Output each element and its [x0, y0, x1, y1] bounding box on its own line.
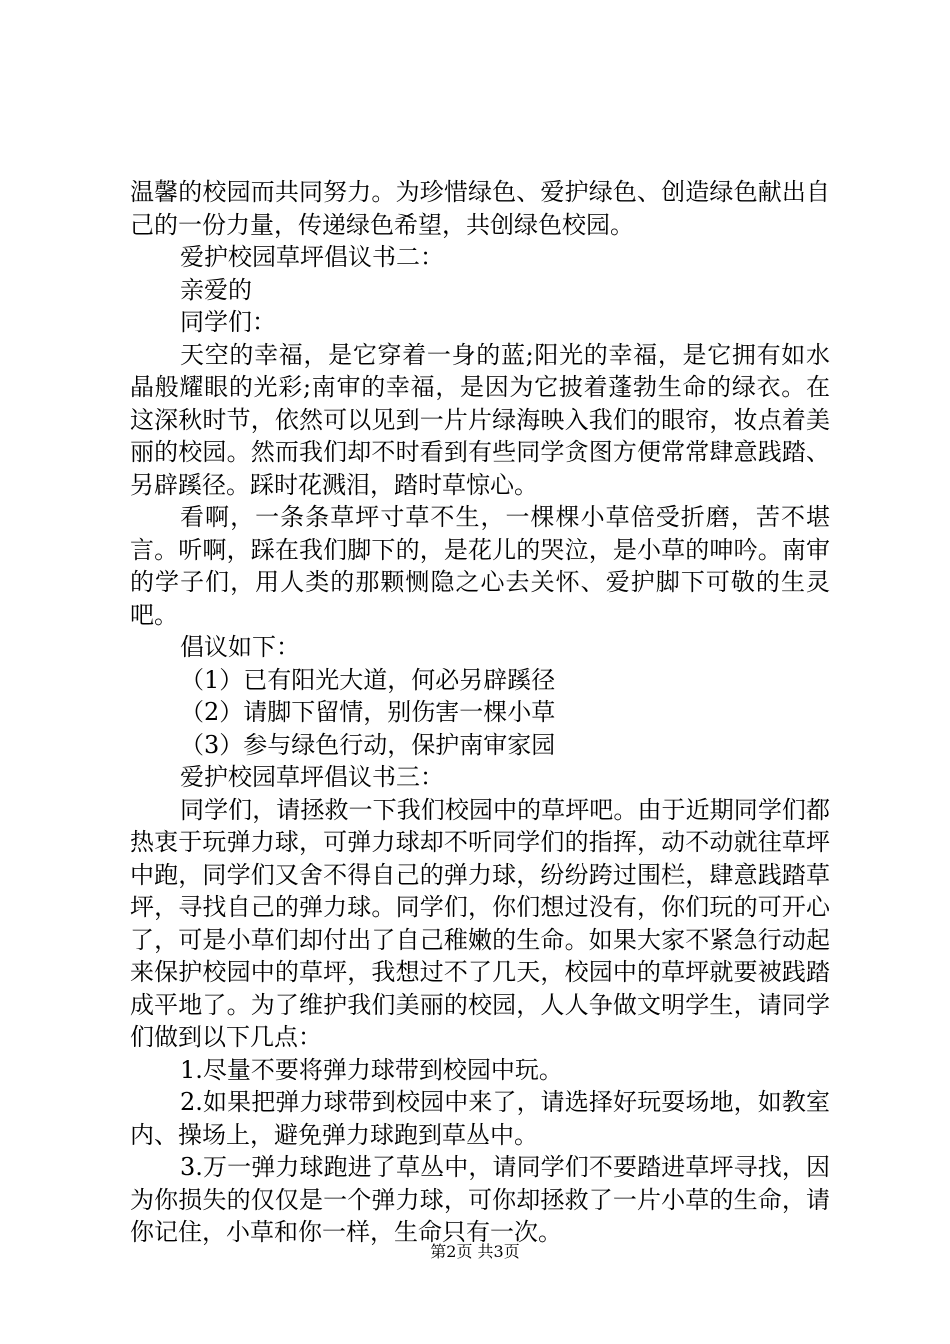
- paragraph: 看啊，一条条草坪寸草不生，一棵棵小草倍受折磨，苦不堪言。听啊，踩在我们脚下的，是花儿的哭泣，是小草的呻吟。南审的学子们，用人类的那颗恻隐之心去关怀、爱护脚下可敬的生灵吧。: [130, 503, 830, 629]
- list-item: 1.尽量不要将弹力球带到校园中玩。: [180, 1055, 563, 1084]
- section-heading: 爱护校园草坪倡议书二：: [180, 243, 444, 271]
- page-number-footer: 第2页 共3页: [430, 1242, 520, 1261]
- list-item: （2）请脚下留情，别伤害一棵小草: [180, 698, 556, 726]
- list-item: （1）已有阳光大道，何必另辟蹊径: [180, 665, 556, 694]
- salutation-line: 同学们：: [180, 308, 276, 336]
- paragraph: 天空的幸福，是它穿着一身的蓝;阳光的幸福，是它拥有如水晶般耀眼的光彩;南审的幸福，是因为它披着蓬勃生命的绿衣。在这深秋时节，依然可以见到一片片绿海映入我们的眼帘，妆点着美丽的校园。然而我们却不时看到有些同学贪图方便常常肆意践踏、另辟蹊径。踩时花溅泪，踏时草惊心。: [130, 340, 830, 499]
- list-item: 3.万一弹力球跑进了草丛中，请同学们不要踏进草坪寻找，因为你损失的仅仅是一个弹力球，可你却拯救了一片小草的生命，请你记住，小草和你一样，生命只有一次。: [130, 1153, 830, 1246]
- paragraph: 温馨的校园而共同努力。为珍惜绿色、爱护绿色、创造绿色献出自己的一份力量，传递绿色希望，共创绿色校园。: [130, 178, 830, 239]
- paragraph: 倡议如下：: [180, 633, 300, 661]
- paragraph: 同学们，请拯救一下我们校园中的草坪吧。由于近期同学们都热衷于玩弹力球，可弹力球却不听同学们的指挥，动不动就往草坪中跑，同学们又舍不得自己的弹力球，纷纷跨过围栏，肆意践踏草坪，寻找自己的弹力球。同学们，你们想过没有，你们玩的可开心了，可是小草们却付出了自己稚嫩的生命。如果大家不紧急行动起来保护校园中的草坪，我想过不了几天，校园中的草坪就要被践踏成平地了。为了维护我们美丽的校园，人人争做文明学生，请同学们做到以下几点：: [130, 795, 830, 1051]
- document-body: [130, 176, 830, 1249]
- salutation-line: 亲爱的: [180, 275, 252, 304]
- list-item: （3）参与绿色行动，保护南审家园: [180, 730, 556, 759]
- section-heading: 爱护校园草坪倡议书三：: [180, 763, 444, 791]
- list-item: 2.如果把弹力球带到校园中来了，请选择好玩耍场地，如教室内、操场上，避免弹力球跑到草丛中。: [130, 1088, 830, 1149]
